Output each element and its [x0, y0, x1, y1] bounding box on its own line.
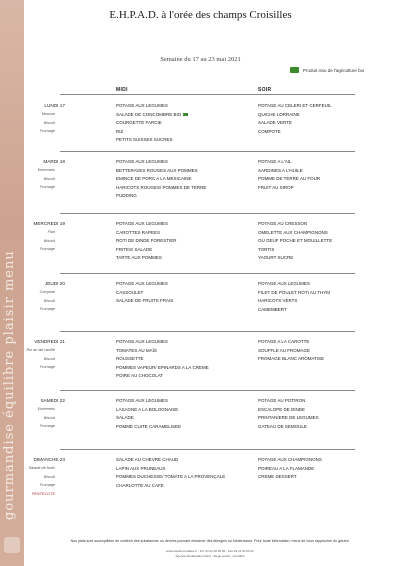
dessert-label: Biscuit	[43, 356, 55, 361]
midi-dish-text: LAPIN AUX PRUNEAUX	[116, 465, 166, 471]
bio-leaf-icon	[290, 67, 299, 73]
midi-dish-text: SALADE AU CHEVRE CHAUD	[116, 457, 179, 462]
soir-dish: POTAGE A LA CAROTTE	[258, 339, 310, 344]
midi-dish-text: BETTERAVES ROUGES AUX POMMES	[116, 167, 198, 173]
soir-dish: OU OEUF POCHE ET MOUILLETTE	[258, 238, 333, 244]
midi-dish-text: HARICOTS ROUGES/ POMMES DE TERRE	[116, 184, 207, 190]
midi-dish-text: SALADE DE FRUITS FRAIS	[116, 298, 174, 304]
midi-dish	[116, 298, 173, 303]
midi-dish	[116, 483, 164, 488]
midi-dish	[116, 247, 152, 252]
midi-dish-text: COURGETTE FARCIE	[116, 120, 162, 126]
midi-dish-text: POTAGE AUX LEGUMES	[116, 159, 168, 164]
midi-dish	[116, 129, 123, 134]
midi-dish-text: POMMES VAPEUR/ EPINARDS A LA CREME	[116, 364, 209, 370]
dessert-label: Riz au lait vanillé	[26, 348, 55, 353]
soir-dish: POTAGE AUX CHAMPIGNONS	[258, 457, 322, 462]
midi-dish-text: EMINCE DE PORC A LA MEXICAINE	[116, 176, 192, 182]
column-header-soir: SOIR	[258, 87, 272, 93]
midi-dish-text: POMMES DUCHESSE/ TOMATE A LA PROVENÇALE	[116, 474, 226, 480]
soir-dish: POIREAU A LA FLAMANDE	[258, 465, 315, 471]
midi-dish	[116, 176, 192, 181]
soir-dish: POTAGE AU POTIRON	[258, 398, 306, 403]
dessert-label: Fromage	[39, 185, 55, 190]
midi-dish	[116, 103, 168, 108]
midi-dish	[116, 221, 168, 226]
week-range: Semaine du 17 au 23 mai 2021	[160, 56, 241, 63]
day-divider	[60, 331, 355, 332]
bio-legend	[290, 67, 364, 73]
day-divider	[60, 273, 355, 274]
dessert-label: Fromage	[39, 424, 55, 429]
column-header-midi: MIDI	[116, 87, 128, 93]
midi-dish-text: ROUSSETTE	[116, 356, 144, 362]
soir-dish: YAOURT SUCRE	[258, 255, 294, 261]
midi-dish-text: RIZ	[116, 128, 124, 134]
midi-dish	[116, 474, 225, 479]
midi-dish	[116, 238, 177, 243]
page-title: E.H.P.A.D. à l'orée des champs Croisilles	[109, 9, 292, 21]
dessert-label: Compote	[39, 290, 55, 295]
day-name: VENDREDI 21	[34, 339, 65, 344]
soir-dish: OMELETTE AUX CHAMPIGNONS	[258, 229, 328, 235]
soir-dish: SARDINES A L'HUILE	[258, 167, 303, 173]
decorative-side-band	[0, 0, 24, 566]
dessert-label: Biscuit	[43, 474, 55, 479]
dessert-label: Biscuit	[43, 120, 55, 125]
midi-dish	[116, 185, 206, 190]
midi-dish	[116, 457, 178, 462]
dessert-label: Entremets	[37, 168, 55, 173]
dessert-label: Fromage	[39, 483, 55, 488]
midi-dish-text: CASSOULET	[116, 289, 144, 295]
midi-dish	[116, 415, 134, 420]
soir-dish: POMME DE TERRE AU FOUR	[258, 176, 321, 182]
midi-dish	[116, 348, 157, 353]
soir-dish: COMPOTE	[258, 128, 281, 134]
soir-dish: FILET DE POULET ROTI AU THYM	[258, 289, 331, 295]
midi-dish	[116, 255, 162, 260]
dessert-label: Biscuit	[43, 176, 55, 181]
brand-logo-icon	[4, 537, 20, 553]
midi-dish	[116, 407, 178, 412]
day-divider	[60, 213, 355, 214]
midi-dish-text: PETITS SUISSES SUCRES	[116, 137, 173, 143]
midi-dish-text: FRITES/ SALADE	[116, 246, 153, 252]
midi-dish-text: SALADE DE CONCOMBRE BIO	[116, 111, 182, 117]
midi-dish	[116, 112, 188, 117]
bio-leaf-icon	[183, 113, 188, 116]
soir-dish: POTAGE AUX LEGUMES	[258, 281, 310, 286]
soir-dish: ESCALOPE DE DINDE	[258, 406, 306, 412]
soir-dish: GATEAU DE SEMOULE	[258, 423, 307, 429]
midi-dish	[116, 168, 198, 173]
soir-dish: QUICHE LORRAINE	[258, 111, 300, 117]
day-divider	[60, 151, 355, 152]
soir-dish: SALADE VERTE	[258, 120, 292, 126]
midi-dish-text: TOMATES AU MAÏS	[116, 347, 157, 353]
dessert-label: Biscuit	[43, 298, 55, 303]
midi-dish-text: POIRE AU CHOCOLAT	[116, 373, 164, 379]
midi-dish	[116, 137, 173, 142]
dessert-label: Flan	[47, 230, 55, 235]
midi-dish-text: POTAGE AUX LEGUMES	[116, 103, 168, 108]
holiday-label: PENTECOTE	[31, 491, 55, 496]
midi-dish-text: POMME CUITE CARAMELISEE	[116, 423, 182, 429]
soir-dish: POTAGE AU CELERI ET CERFEUIL	[258, 103, 332, 108]
midi-dish	[116, 230, 160, 235]
soir-dish: FROMAGE BLANC AROMATISE	[258, 356, 325, 362]
soir-dish: POTAGE A L'AIL	[258, 159, 292, 164]
bio-legend-label: Produit issu de l'agriculture bio	[303, 67, 365, 73]
midi-dish-text: SALADE	[116, 415, 134, 421]
midi-dish	[116, 365, 209, 370]
day-name: DIMANCHE 23	[33, 457, 65, 462]
soir-dish: POTAGE AU CRESSON	[258, 221, 308, 226]
midi-dish	[116, 339, 168, 344]
allergen-note: Nos plats sont susceptibles de contenir des substances ou dérivés pouvant entraîner des allergies ou intolérances. Pour toute information, merci de vous rapprocher du gérant.	[70, 539, 350, 543]
footer-contact: www.ehpad-croisilles.fr · Tél. 03 21 00 00 00 · Fax 03 21 00 00 01	[166, 549, 254, 553]
day-name: SAMEDI 22	[40, 398, 65, 403]
midi-dish-text: LASAGNE A LA BOLOGNAISE	[116, 406, 179, 412]
midi-dish-text: ROTI DE DINDE FORESTIER	[116, 238, 177, 244]
day-divider	[60, 390, 355, 391]
day-name: MARDI 18	[43, 159, 65, 164]
midi-dish	[116, 373, 163, 378]
midi-dish	[116, 159, 168, 164]
midi-dish-text: PUDDING	[116, 193, 137, 199]
soir-dish: FRUIT AU SIROP	[258, 184, 294, 190]
midi-dish-text: TARTE AUX POMMES	[116, 255, 162, 261]
dessert-label: Fromage	[39, 365, 55, 370]
dessert-label: Fromage	[39, 129, 55, 134]
midi-dish	[116, 193, 137, 198]
dessert-label: Biscuit	[43, 415, 55, 420]
soir-dish: PRINTANIERE DE LEGUMES	[258, 415, 319, 421]
footer-company: Agence Restauration Nord · Siège social · Croisilles	[175, 554, 245, 558]
dessert-label: Fromage	[39, 307, 55, 312]
day-divider	[60, 449, 355, 450]
midi-dish-text: POTAGE AUX LEGUMES	[116, 398, 168, 403]
midi-dish-text: POTAGE AUX LEGUMES	[116, 339, 168, 344]
dessert-label: Entremets	[37, 407, 55, 412]
soir-dish: CREME DESSERT	[258, 474, 297, 480]
header-divider	[60, 94, 355, 95]
soir-dish: CAMEMBERT	[258, 306, 287, 312]
day-name: JEUDI 20	[44, 281, 65, 286]
midi-dish-text: CAROTTES RAPEES	[116, 229, 161, 235]
midi-dish	[116, 398, 168, 403]
dessert-label: Mousse	[41, 112, 55, 117]
day-name: LUNDI 17	[44, 103, 65, 108]
midi-dish-text: CHARLOTTE AU CAFE	[116, 482, 164, 488]
day-name: MERCREDI 19	[33, 221, 65, 226]
soir-dish: SOUFFLE AU FROMAGE	[258, 347, 311, 353]
dessert-label: Salade de fruits	[28, 466, 55, 471]
soir-dish: TORTIS	[258, 246, 275, 252]
midi-dish	[116, 356, 144, 361]
midi-dish-text: POTAGE AUX LEGUMES	[116, 281, 168, 286]
midi-dish	[116, 290, 143, 295]
midi-dish	[116, 120, 162, 125]
midi-dish	[116, 424, 181, 429]
midi-dish	[116, 466, 166, 471]
side-band-text: gourmandise équilibre plaisir menu	[2, 250, 17, 520]
dessert-label: Biscuit	[43, 238, 55, 243]
soir-dish: HARICOTS VERTS	[258, 298, 298, 304]
midi-dish	[116, 281, 168, 286]
dessert-label: Fromage	[39, 247, 55, 252]
midi-dish-text: POTAGE AUX LEGUMES	[116, 221, 168, 226]
